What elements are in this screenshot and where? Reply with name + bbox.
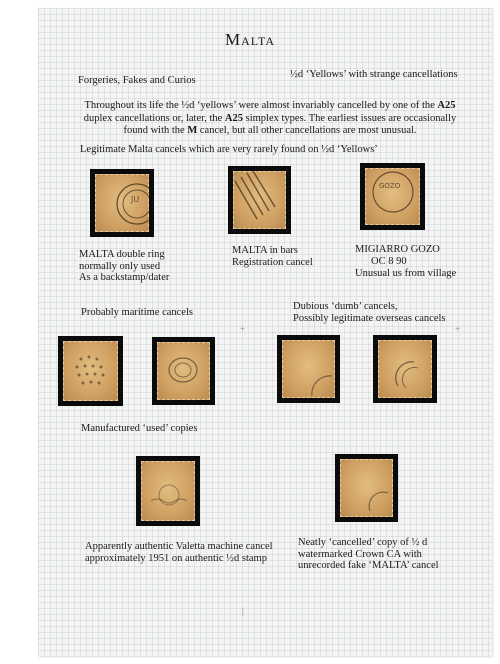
crosshair-mark: + — [240, 324, 246, 334]
caption-double-ring — [79, 249, 169, 284]
intro-bold-1: A25 — [437, 100, 456, 111]
caption-line: watermarked Crown CA with — [298, 548, 422, 560]
intro-paragraph — [70, 100, 470, 138]
caption-line: unrecorded fake ‘MALTA’ cancel — [298, 560, 439, 571]
stamp-bars — [228, 166, 291, 234]
stamp-dumb-2 — [373, 335, 437, 403]
caption-line: MALTA double ring — [79, 249, 165, 260]
caption-line: MIGIARRO GOZO — [355, 244, 440, 255]
stamp-crown-ca — [335, 454, 398, 522]
caption-line: approximately 1951 on authentic ½d stamp — [85, 552, 267, 564]
header-left: Forgeries, Fakes and Curios — [78, 75, 196, 86]
crosshair-mark: | — [242, 606, 244, 616]
stamp-valetta — [136, 456, 200, 526]
gozo-postmark-icon — [365, 168, 420, 225]
caption-line: Neatly ‘cancelled’ copy of ½ d — [298, 537, 428, 548]
caption-line: OC 8 90 — [371, 256, 407, 267]
caption-line: Apparently authentic Valetta machine cancel — [85, 541, 273, 552]
caption-line: normally only used — [79, 260, 161, 272]
header-right: ½d ‘Yellows’ with strange cancellations — [290, 69, 458, 80]
stamp-dumb-1 — [277, 335, 340, 403]
caption-line: MALTA in bars — [232, 245, 298, 256]
stamp-double-ring — [90, 169, 154, 237]
section-dumb-line: Possibly legitimate overseas cancels — [293, 312, 446, 324]
intro-bold-3: M — [187, 125, 198, 136]
intro-line-2b: simplex types. The earliest issues are occasionally — [245, 112, 457, 124]
caption-crown — [298, 537, 439, 572]
machine-cancel-icon — [141, 461, 195, 521]
caption-line: Unusual us from village — [355, 268, 457, 279]
caption-line: Registration cancel — [232, 256, 313, 268]
fake-malta-cancel-icon — [340, 459, 393, 517]
oval-postmark-icon — [157, 342, 210, 400]
caption-gozo — [355, 244, 456, 280]
section-dumb — [293, 301, 446, 324]
double-ring-postmark-icon — [95, 174, 149, 232]
intro-line-2a: duplex cancellations or, later, the — [83, 112, 223, 124]
section-manufactured: Manufactured ‘used’ copies — [81, 423, 198, 434]
intro-bold-2: A25 — [224, 112, 243, 124]
stamp-maritime-1 — [58, 336, 123, 406]
crosshair-mark: + — [455, 324, 461, 334]
intro-line-3a: found with the — [123, 125, 185, 136]
dotted-postmark-icon — [63, 341, 118, 401]
stamp-maritime-2 — [152, 337, 215, 405]
partial-ring-postmark-icon — [282, 340, 335, 398]
section-maritime: Probably maritime cancels — [81, 307, 193, 318]
partial-ring-postmark-icon — [378, 340, 432, 398]
postmark-text: GOZO — [379, 182, 401, 190]
postmark-text: JU — [131, 195, 140, 204]
stamp-gozo — [360, 163, 425, 230]
page-title: Malta — [224, 30, 276, 49]
intro-line-1: Throughout its life the ½d ‘yellows’ were almost invariably cancelled by one of the — [84, 100, 435, 111]
caption-line: As a backstamp/dater — [79, 272, 170, 283]
caption-bars — [232, 245, 313, 268]
intro-line-3b: cancel, but all other cancellations are most unusual. — [199, 125, 417, 136]
section-dumb-line: Dubious ‘dumb’ cancels, — [293, 301, 398, 312]
caption-valetta — [85, 541, 273, 564]
section-legitimate: Legitimate Malta cancels which are very rarely found on ½d ‘Yellows’ — [80, 144, 378, 155]
bars-postmark-icon — [233, 171, 286, 229]
